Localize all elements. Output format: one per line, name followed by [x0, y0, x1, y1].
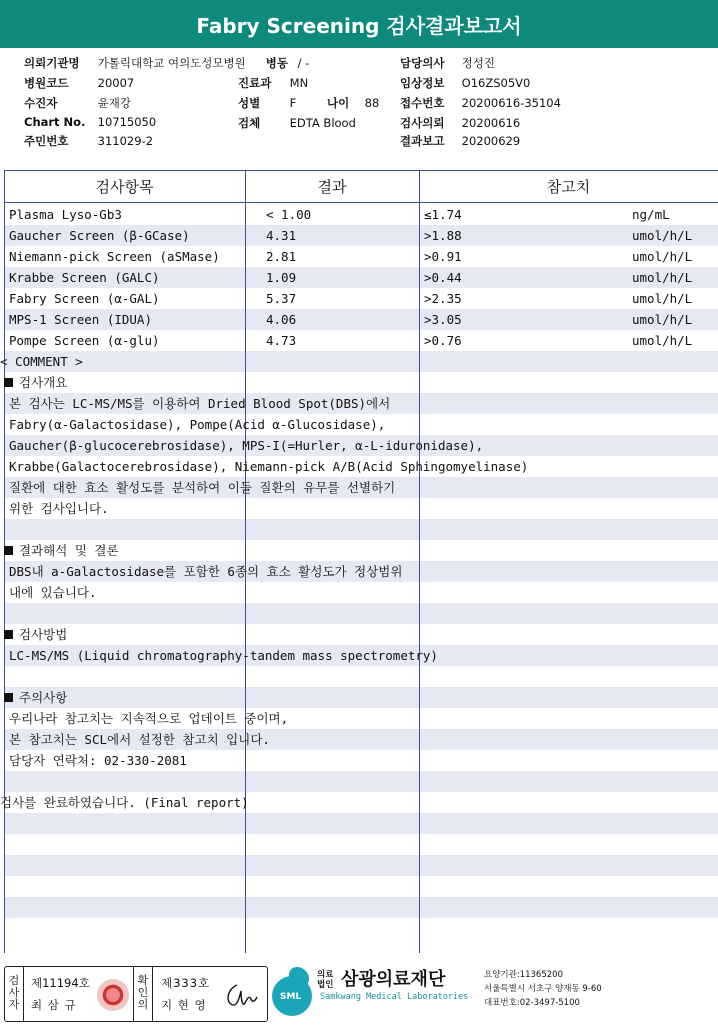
row-band: [4, 666, 718, 687]
row-band: [4, 624, 718, 645]
comment-label: < COMMENT >: [0, 354, 83, 369]
final-report-note: 검사를 완료하였습니다. (Final report): [0, 795, 249, 810]
bullet-square: [4, 546, 13, 555]
org-address: 서울특별시 서초구 양재동 9-60: [484, 984, 602, 994]
logo-text: SML: [280, 992, 302, 1002]
org-phone: 대표번호:02-3497-5100: [484, 998, 580, 1008]
overview-line: Krabbe(Galactocerebrosidase), Niemann-pick A/B(Acid Sphingomyelinase): [9, 459, 529, 474]
tester-seal: [97, 979, 129, 1011]
row-reference: >0.91: [424, 249, 462, 264]
row-band: [4, 855, 718, 876]
row-band: [4, 771, 718, 792]
row-item: Pompe Screen (α-glu): [9, 333, 160, 348]
row-band: [4, 687, 718, 708]
interpretation-line: DBS내 a-Galactosidase를 포함한 6종의 효소 활성도가 정상범위: [9, 564, 403, 579]
confirmer-signature: [223, 981, 259, 1011]
patient-field: [24, 95, 131, 111]
row-band: [4, 372, 718, 393]
institution-value: 가톨릭대학교 여의도성모병원: [97, 56, 246, 70]
clinical-label: 임상정보: [400, 76, 445, 90]
age-value: 88: [364, 96, 380, 110]
org-prefix-line: 의료: [317, 970, 334, 980]
sex-field: [238, 95, 296, 111]
receipt-label: 접수번호: [400, 96, 445, 110]
method-line: LC-MS/MS (Liquid chromatography-tandem mass spectrometry): [9, 648, 438, 663]
doctor-field: [400, 55, 495, 71]
header-result: 결과: [317, 178, 347, 196]
header-reference: 참고치: [546, 178, 591, 196]
clinical-field: [400, 75, 530, 91]
id-label: 주민번호: [24, 134, 69, 148]
row-band: [4, 876, 718, 897]
clinical-value: O16ZS05V0: [461, 76, 531, 90]
row-result: 4.73: [266, 333, 297, 348]
bullet-square: [4, 378, 13, 387]
row-result: 4.06: [266, 312, 297, 327]
confirmer-name: 지 현 영: [161, 998, 207, 1012]
row-reference: ≤1.74: [424, 207, 462, 222]
tester-label: 검사자: [8, 974, 20, 1011]
receipt-field: [400, 95, 561, 111]
row-band: [4, 498, 718, 519]
row-band: [4, 519, 718, 540]
tester-number: 제11194호: [31, 976, 90, 990]
row-item: Fabry Screen (α-GAL): [9, 291, 160, 306]
ward-field: [226, 55, 309, 71]
row-result: 2.81: [266, 249, 297, 264]
bullet-square: [4, 630, 13, 639]
id-value: 311029-2: [97, 134, 154, 148]
ward-value: / -: [297, 56, 310, 70]
row-unit: ng/mL: [632, 207, 670, 222]
report-date-value: 20200629: [461, 134, 521, 148]
request-field: [400, 115, 520, 131]
row-reference: >3.05: [424, 312, 462, 327]
column-line: [4, 171, 5, 953]
overview-heading-text: 검사개요: [19, 375, 68, 390]
bullet-square: [4, 693, 13, 702]
chart-value: 10715050: [97, 115, 157, 129]
method-heading-text: 검사방법: [19, 627, 68, 642]
caution-line: 본 참고치는 SCL에서 설정한 참고치 입니다.: [9, 732, 270, 747]
title-divider: [0, 48, 718, 50]
institution-field: [24, 55, 246, 71]
sex-label: 성별: [238, 96, 261, 110]
request-value: 20200616: [461, 116, 521, 130]
id-field: [24, 133, 153, 149]
dept-value: MN: [289, 76, 309, 90]
row-band: [4, 351, 718, 372]
tester-name: 최 삼 규: [31, 998, 77, 1012]
row-result: 1.09: [266, 270, 297, 285]
dept-label: 진료과: [238, 76, 272, 90]
row-unit: umol/h/L: [632, 270, 693, 285]
confirmer-label: 확인의: [137, 974, 149, 1011]
row-reference: >0.44: [424, 270, 462, 285]
row-reference: >0.76: [424, 333, 462, 348]
chart-field: [24, 115, 156, 129]
row-band: [4, 918, 718, 939]
confirmer-number: 제333호: [161, 976, 211, 990]
signature-box: [4, 966, 268, 1022]
row-band: [4, 897, 718, 918]
specimen-field: [238, 115, 356, 131]
caution-line: 우리나라 참고치는 지속적으로 업데이트 중이며,: [9, 711, 289, 726]
org-name: 삼광의료재단: [341, 969, 446, 990]
request-label: 검사의뢰: [400, 116, 445, 130]
report-title: Fabry Screening 검사결과보고서: [0, 0, 718, 48]
row-item: Niemann-pick Screen (aSMase): [9, 249, 220, 264]
footer: [4, 962, 718, 1026]
chart-label: Chart No.: [24, 115, 86, 129]
row-unit: umol/h/L: [632, 291, 693, 306]
age-label: 나이: [327, 96, 350, 110]
interpretation-heading-text: 결과해석 및 결론: [19, 543, 119, 558]
report-date-label: 결과보고: [400, 134, 445, 148]
row-band: [4, 834, 718, 855]
org-details: [484, 968, 602, 1010]
row-unit: umol/h/L: [632, 333, 693, 348]
interpretation-line: 내에 있습니다.: [9, 585, 97, 600]
sig-divider: [23, 967, 24, 1021]
row-item: Krabbe Screen (GALC): [9, 270, 160, 285]
header-item: 검사항목: [95, 178, 154, 196]
row-unit: umol/h/L: [632, 249, 693, 264]
org-prefix: [317, 970, 333, 990]
caution-line: 담당자 연락처: 02-330-2081: [9, 753, 187, 768]
row-band: [4, 603, 718, 624]
institution-label: 의뢰기관명: [24, 56, 80, 70]
specimen-label: 검체: [238, 116, 261, 130]
org-prefix-line: 법인: [317, 980, 334, 990]
row-reference: >2.35: [424, 291, 462, 306]
row-unit: umol/h/L: [632, 228, 693, 243]
row-unit: umol/h/L: [632, 312, 693, 327]
sig-divider: [152, 967, 153, 1021]
overview-line: Fabry(α-Galactosidase), Pompe(Acid α-Glucosidase),: [9, 417, 386, 432]
overview-line: 위한 검사입니다.: [9, 501, 109, 516]
org-english-name: Samkwang Medical Laboratories: [320, 992, 469, 1002]
caution-heading-text: 주의사항: [19, 690, 68, 705]
interpretation-heading: [4, 540, 119, 561]
receipt-value: 20200616-35104: [461, 96, 561, 110]
overview-line: 질환에 대한 효소 활성도를 분석하여 이들 질환의 유무를 선별하기: [9, 480, 396, 495]
header-divider: [4, 202, 718, 203]
org-code: 요양기관:11365200: [484, 970, 563, 980]
row-result: < 1.00: [266, 207, 312, 222]
report-date-field: [400, 133, 520, 149]
patient-value: 윤재강: [97, 96, 131, 110]
row-reference: >1.88: [424, 228, 462, 243]
result-table: [0, 170, 718, 953]
specimen-value: EDTA Blood: [289, 116, 356, 130]
patient-label: 수진자: [24, 96, 58, 110]
row-item: Plasma Lyso-Gb3: [9, 207, 122, 222]
overview-heading: [4, 372, 67, 393]
overview-line: Gaucher(β-glucocerebrosidase), MPS-I(=Hurler, α-L-iduronidase),: [9, 438, 484, 453]
doctor-value: 정성진: [461, 56, 495, 70]
ward-label: 병동: [265, 56, 288, 70]
hospital-code-value: 20007: [97, 76, 135, 90]
sex-value: F: [289, 96, 297, 110]
row-band: [4, 582, 718, 603]
row-band: [4, 813, 718, 834]
sig-divider: [133, 967, 134, 1021]
row-result: 5.37: [266, 291, 297, 306]
row-item: MPS-1 Screen (IDUA): [9, 312, 152, 327]
caution-heading: [4, 687, 67, 708]
age-field: [327, 95, 379, 111]
column-line: [419, 171, 420, 953]
method-heading: [4, 624, 67, 645]
hospital-code-field: [24, 75, 134, 91]
row-result: 4.31: [266, 228, 297, 243]
row-item: Gaucher Screen (β-GCase): [9, 228, 190, 243]
doctor-label: 담당의사: [400, 56, 445, 70]
dept-field: [238, 75, 308, 91]
overview-line: 본 검사는 LC-MS/MS를 이용하여 Dried Blood Spot(DBS)에서: [9, 396, 391, 411]
hospital-code-label: 병원코드: [24, 76, 69, 90]
